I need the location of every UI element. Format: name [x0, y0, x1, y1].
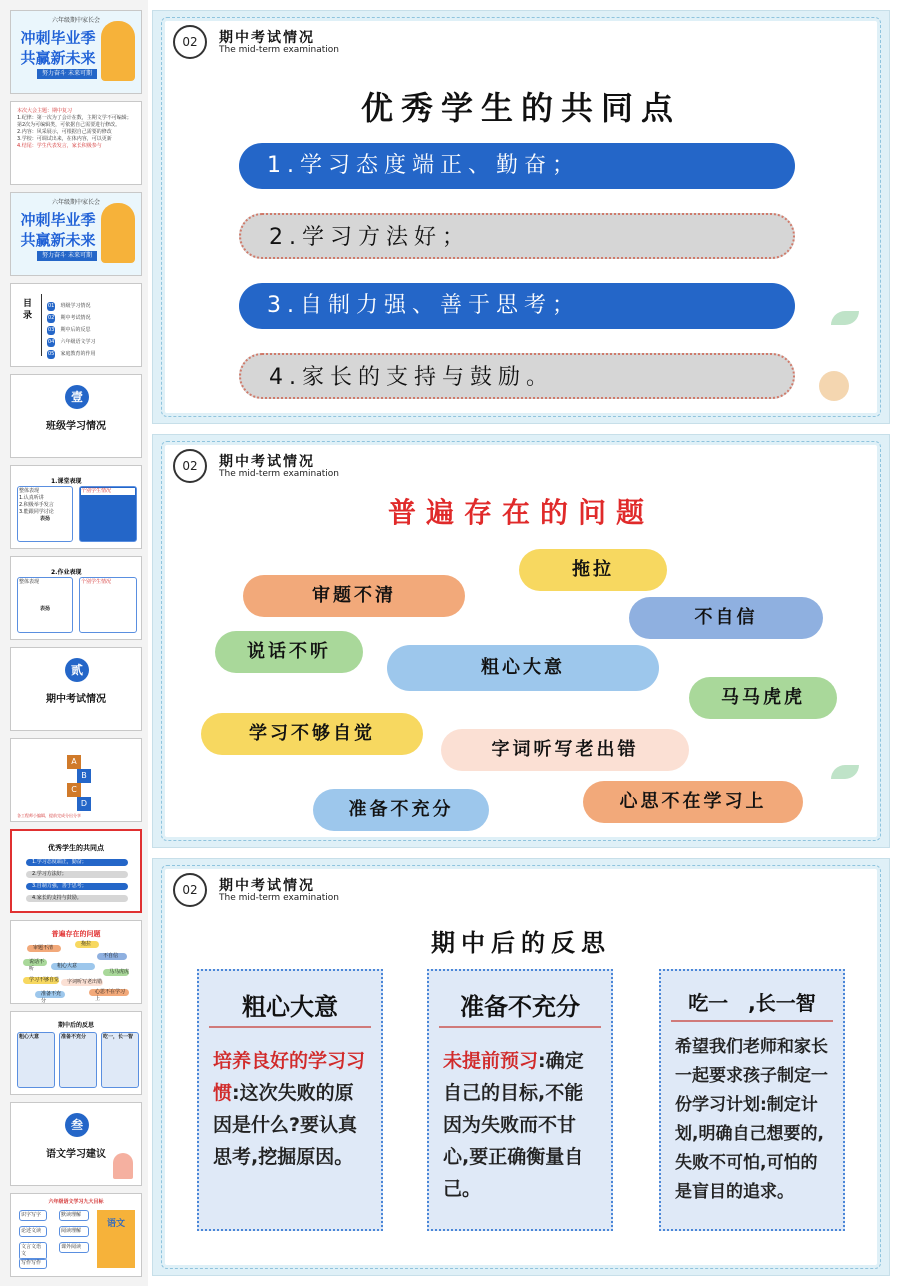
section-title: 班级学习情况 — [46, 421, 106, 432]
section-number: 02 — [173, 873, 207, 907]
section-title: 期中考试情况 — [219, 878, 315, 894]
problem-tag: 字词听写老出错 — [441, 729, 689, 771]
section-title: 期中考试情况 — [219, 30, 315, 46]
divider — [41, 294, 42, 356]
slide-common-problems — [152, 434, 890, 848]
slide-title: 优秀学生的共同点 — [360, 89, 681, 127]
problem-tag: 心思不在学习上 — [583, 781, 803, 823]
slide-reflection — [152, 858, 890, 1276]
problem-tag: 说话不听 — [215, 631, 363, 673]
problem-tag: 粗心大意 — [387, 645, 659, 691]
student-illustration — [101, 21, 135, 81]
point-item-4: 4.家长的支持与鼓励。 — [239, 353, 795, 399]
point-item-2: 2.学习方法好； — [239, 213, 795, 259]
section-subtitle: The mid-term examination — [219, 893, 340, 903]
student-illustration — [101, 203, 135, 263]
slide-excellent-students — [152, 10, 890, 424]
section-title: 期中考试情况 — [219, 454, 315, 470]
thumb-box-right: 个别学生情况 — [79, 486, 137, 542]
reflection-card-2 — [427, 969, 613, 1231]
thumb-box-left: 整体表现 1.认真听讲 2.积极举手发言 3.能跟同学讨论 表扬 — [17, 486, 73, 542]
reading-child-illustration — [113, 1153, 133, 1179]
slide-thumbnail-12[interactable]: 期中后的反思 粗心大意 准备不充分 吃一，长一智 — [10, 1011, 142, 1095]
section-badge: 贰 — [65, 658, 89, 682]
section-number: 02 — [173, 449, 207, 483]
problem-tag: 审题不清 — [243, 575, 465, 617]
thumb-top-text: 六年级期中家长会 — [51, 17, 100, 24]
section-badge: 叁 — [65, 1113, 89, 1137]
textbook-cover: 语文 — [97, 1210, 135, 1268]
slide-title: 普遍存在的问题 — [387, 496, 654, 529]
card-body: 未提前预习:确定自己的目标,不能因为失败而不甘心,要正确衡量自己。 — [443, 1050, 584, 1200]
problem-tag: 准备不充分 — [313, 789, 489, 831]
reflection-card-3 — [659, 969, 845, 1231]
section-number: 02 — [173, 25, 207, 59]
card-body: 希望我们老师和家长一起要求孩子制定一份学习计划:制定计划,明确自己想要的,失败不可怕,可怕的是盲目的追求。 — [675, 1037, 828, 1202]
card-heading: 吃一 ,长一智 — [671, 987, 833, 1022]
thumb-title-line2: 共赢新未来 — [20, 49, 96, 67]
slide-thumbnail-7[interactable]: 2.作业表现 整体表现 表扬 个别学生情况 — [10, 556, 142, 640]
slide-thumbnail-11[interactable]: 普遍存在的问题 审题不清 拖拉 不自信 说话不听 粗心大意 马马虎虎 学习不够自觉 字词听写老出错 准备不充分 心思不在学习上 — [10, 920, 142, 1004]
card-heading: 粗心大意 — [209, 987, 371, 1028]
toc-label: 目 录 — [23, 299, 33, 321]
problem-tag: 学习不够自觉 — [201, 713, 423, 755]
section-title: 期中考试情况 — [46, 694, 106, 705]
slide-thumbnail-3[interactable]: 六年级期中家长会 冲刺毕业季 共赢新未来 努力奋斗 未来可期 — [10, 192, 142, 276]
section-subtitle: The mid-term examination — [219, 45, 340, 55]
thumb-title-line1: 冲刺毕业季 — [20, 29, 96, 47]
card-body: 培养良好的学习习惯:这次失败的原因是什么?要认真思考,挖掘原因。 — [213, 1050, 366, 1168]
point-item-3: 3.自制力强、善于思考； — [239, 283, 795, 329]
slide-thumbnail-6[interactable]: 1.课堂表现 整体表现 1.认真听讲 2.积极举手发言 3.能跟同学讨论 表扬 个别学生情况 — [10, 465, 142, 549]
slide-thumbnail-10[interactable]: 优秀学生的共同点 1.学习态度端正，勤奋； 2.学习方法好； 3.自制力强，善于思考； 4.家长的支持与鼓励。 — [10, 829, 142, 913]
section-badge: 壹 — [65, 385, 89, 409]
child-illustration — [819, 371, 849, 401]
section-subtitle: The mid-term examination — [219, 469, 340, 479]
slide-thumbnail-5[interactable] — [10, 374, 142, 458]
slide-title: 期中后的反思 — [431, 929, 611, 957]
slide-thumbnail-4[interactable]: 目 录 01 班级学习情况 02 期中考试情况 03 期中后的反思 04 六年级语文学习 05 家庭教育的作用 — [10, 283, 142, 367]
section-title: 语文学习建议 — [46, 1149, 106, 1160]
thumb-subtitle: 努力奋斗 未来可期 — [37, 69, 97, 79]
slide-thumbnail-13[interactable] — [10, 1102, 142, 1186]
card-heading: 准备不充分 — [439, 987, 601, 1028]
slide-thumbnail-8[interactable] — [10, 647, 142, 731]
point-item-1: 1.学习态度端正、勤奋； — [239, 143, 795, 189]
slide-thumbnail-panel — [0, 0, 148, 1286]
reflection-card-1 — [197, 969, 383, 1231]
slide-thumbnail-9[interactable]: A B C D 各工程师小编辑，提前完成分出分享 — [10, 738, 142, 822]
thumb-text-block: 本次大会主题：期中复习 1.纪律：第一次为了会计在数，主期文学不可编辑；第2次为可编辑类，可依据自己需要进行修改。 2.内容：风采展示，可根据自己需要的修改 3.学校：可调试出来，在体内容，可以更新 4.结尾：学生代表发言，家长积极参与 — [17, 108, 132, 149]
slide-thumbnail-14[interactable]: 六年级语文学习九大目标 识字写字 默读理解 论述文读 阅读理解 文言文语文 课外阅读 写作写作 语文 — [10, 1193, 142, 1277]
problem-tag: 马马虎虎 — [689, 677, 837, 719]
problem-tag: 不自信 — [629, 597, 823, 639]
slide-thumbnail-1[interactable] — [10, 10, 142, 94]
problem-tag: 拖拉 — [519, 549, 667, 591]
slide-thumbnail-2[interactable] — [10, 101, 142, 185]
